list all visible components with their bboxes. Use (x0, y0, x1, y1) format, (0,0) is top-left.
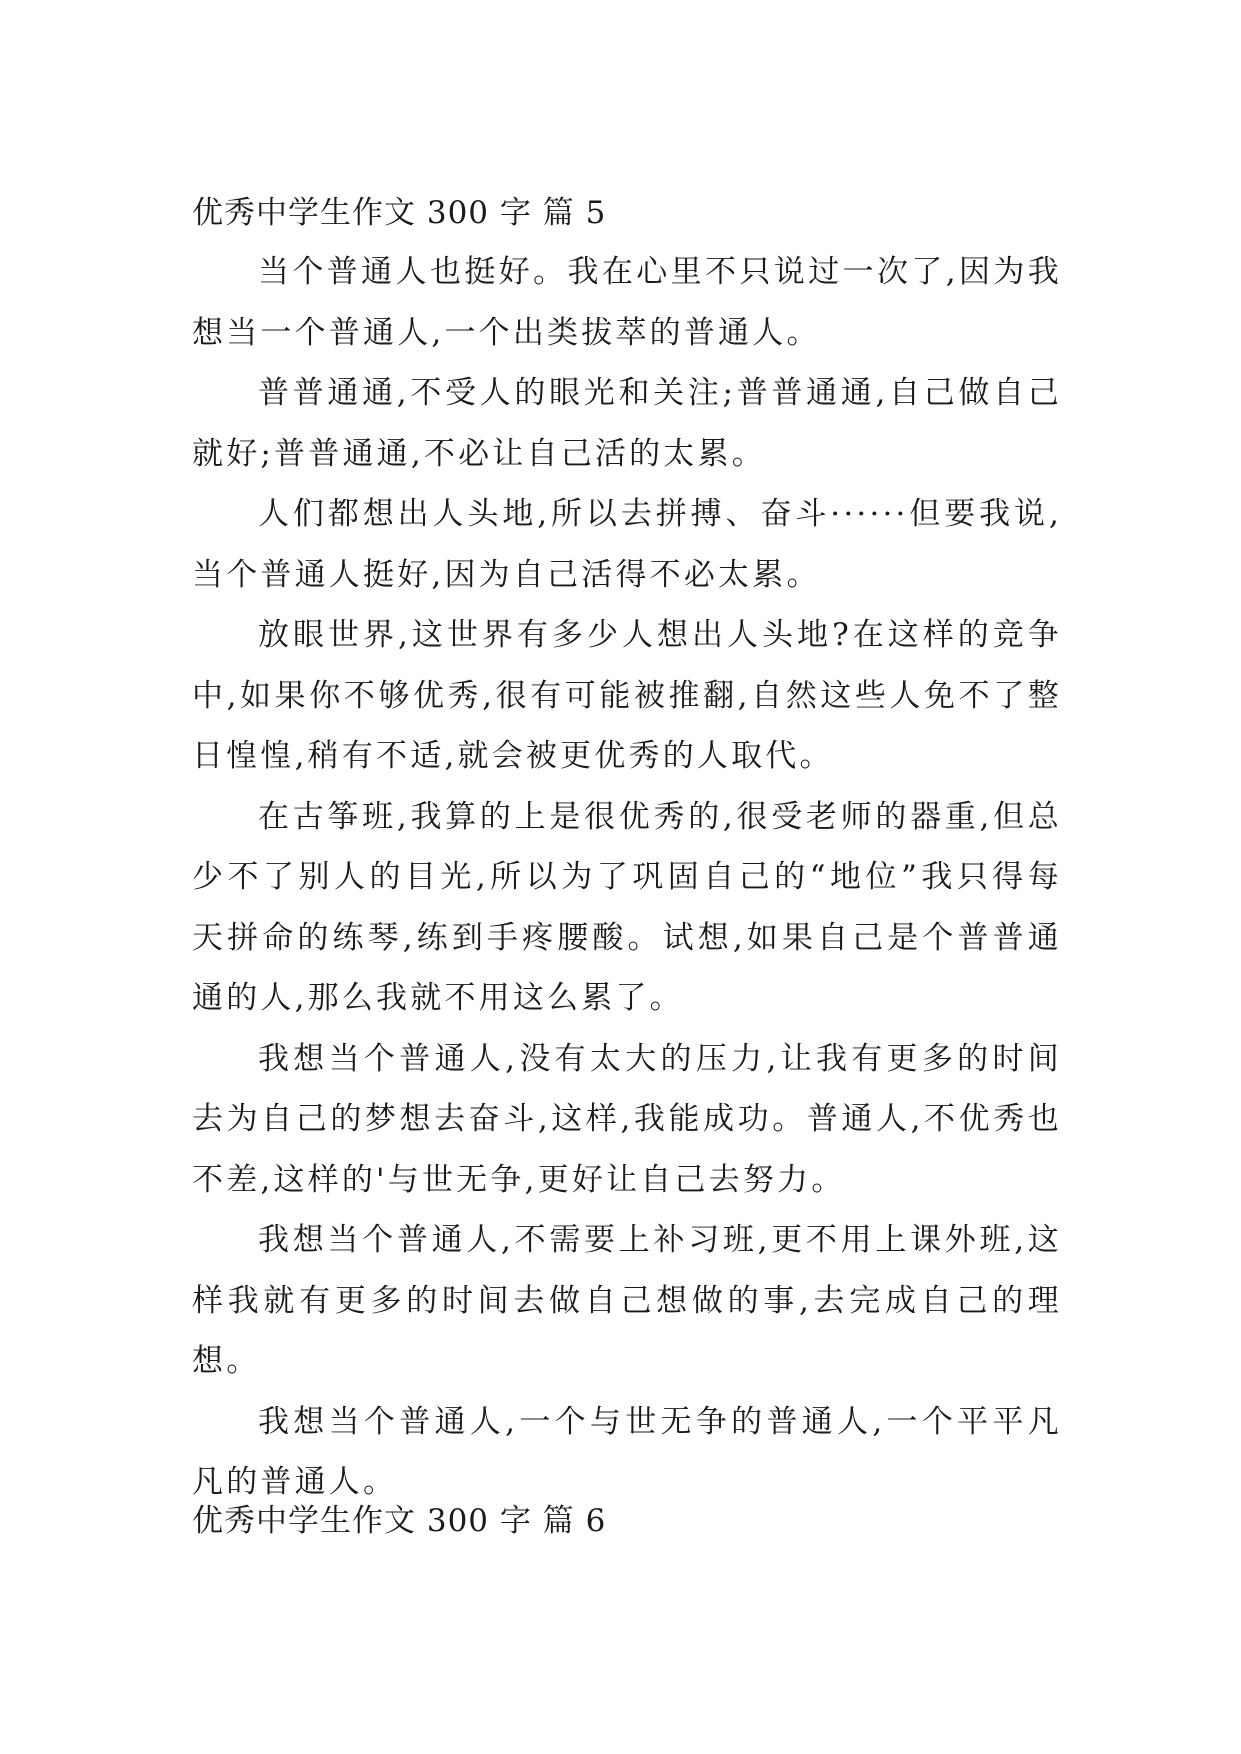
article-paragraph-2: 普普通通,不受人的眼光和关注;普普通通,自己做自己就好;普普通通,不必让自己活的太累。 (192, 375, 1062, 472)
article-paragraph-4: 放眼世界,这世界有多少人想出人头地?在这样的竞争中,如果你不够优秀,很有可能被推翻,自然这些人免不了整日惶惶,稍有不适,就会被更优秀的人取代。 (192, 617, 1062, 774)
article-paragraph-8: 我想当个普通人,一个与世无争的普通人,一个平平凡凡的普通人。 (192, 1403, 1062, 1500)
article-paragraph-5: 在古筝班,我算的上是很优秀的,很受老师的器重,但总少不了别人的目光,所以为了巩固自己的“地位”我只得每天拼命的练琴,练到手疼腰酸。试想,如果自己是个普普通通的人,那么我就不用这么累了。 (192, 798, 1062, 1016)
article-paragraph-6: 我想当个普通人,没有太大的压力,让我有更多的时间去为自己的梦想去奋斗,这样,我能成功。普通人,不优秀也不差,这样的'与世无争,更好让自己去努力。 (192, 1040, 1062, 1198)
next-article-heading: 优秀中学生作文 300 字 篇 6 (192, 1503, 607, 1539)
article-heading: 优秀中学生作文 300 字 篇 5 (192, 195, 607, 231)
document-page (192, 184, 1062, 1539)
article-paragraph-3: 人们都想出人头地,所以去拼搏、奋斗······但要我说,当个普通人挺好,因为自己活得不必太累。 (192, 496, 1062, 593)
article-paragraph-1: 当个普通人也挺好。我在心里不只说过一次了,因为我想当一个普通人,一个出类拔萃的普通人。 (192, 254, 1062, 351)
article-paragraph-7: 我想当个普通人,不需要上补习班,更不用上课外班,这样我就有更多的时间去做自己想做的事,去完成自己的理想。 (192, 1222, 1062, 1379)
